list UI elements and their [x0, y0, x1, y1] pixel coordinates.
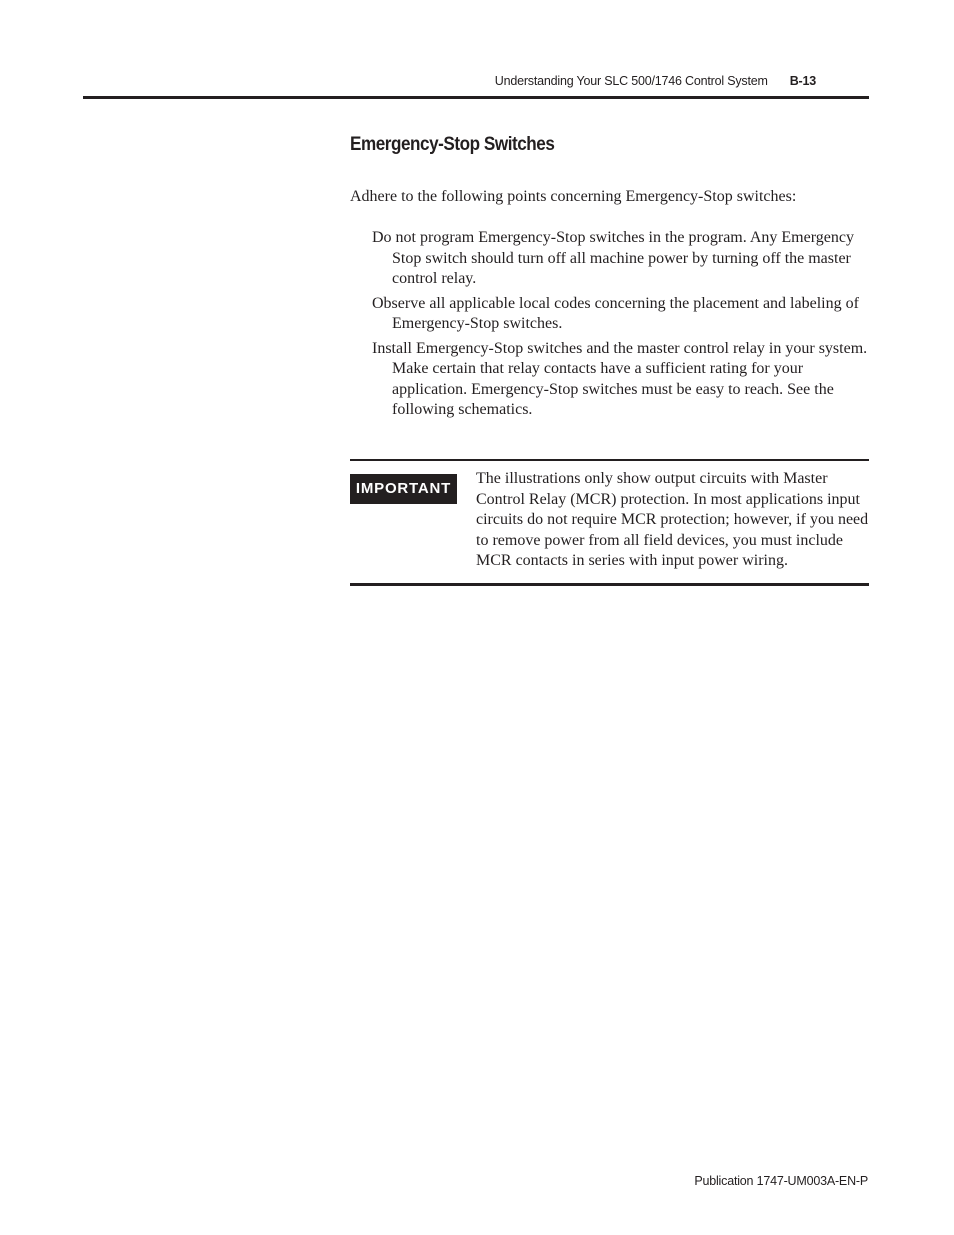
- important-note: [350, 459, 869, 586]
- page-number: B-13: [789, 74, 816, 88]
- intro-paragraph: Adhere to the following points concerning Emergency-Stop switches:: [350, 188, 797, 205]
- important-badge: IMPORTANT: [350, 474, 457, 504]
- publication-footer: Publication 1747-UM003A-EN-P: [694, 1174, 868, 1188]
- list-item: Install Emergency-Stop switches and the master control relay in your system. Make certain that relay contacts have a sufficient rating for your application. Emergency-Stop switches must be easy to reach. See the following schematics.: [372, 339, 868, 418]
- list-item: Do not program Emergency-Stop switches in the program. Any Emergency Stop switch should turn off all machine power by turning off the master control relay.: [372, 229, 854, 287]
- important-text: The illustrations only show output circuits with Master Control Relay (MCR) protection. In most applications input circuits do not require MCR protection; however, if you need to remove power from all field devices, you must include MCR contacts in series with input power wiring.: [476, 470, 869, 569]
- running-header: [495, 74, 816, 88]
- section-title: Emergency-Stop Switches: [350, 134, 555, 155]
- header-rule: [83, 96, 869, 99]
- list-item: Observe all applicable local codes concerning the placement and labeling of Emergency-Stop switches.: [372, 294, 859, 332]
- points-list: [372, 228, 870, 425]
- running-title: Understanding Your SLC 500/1746 Control System: [494, 74, 768, 88]
